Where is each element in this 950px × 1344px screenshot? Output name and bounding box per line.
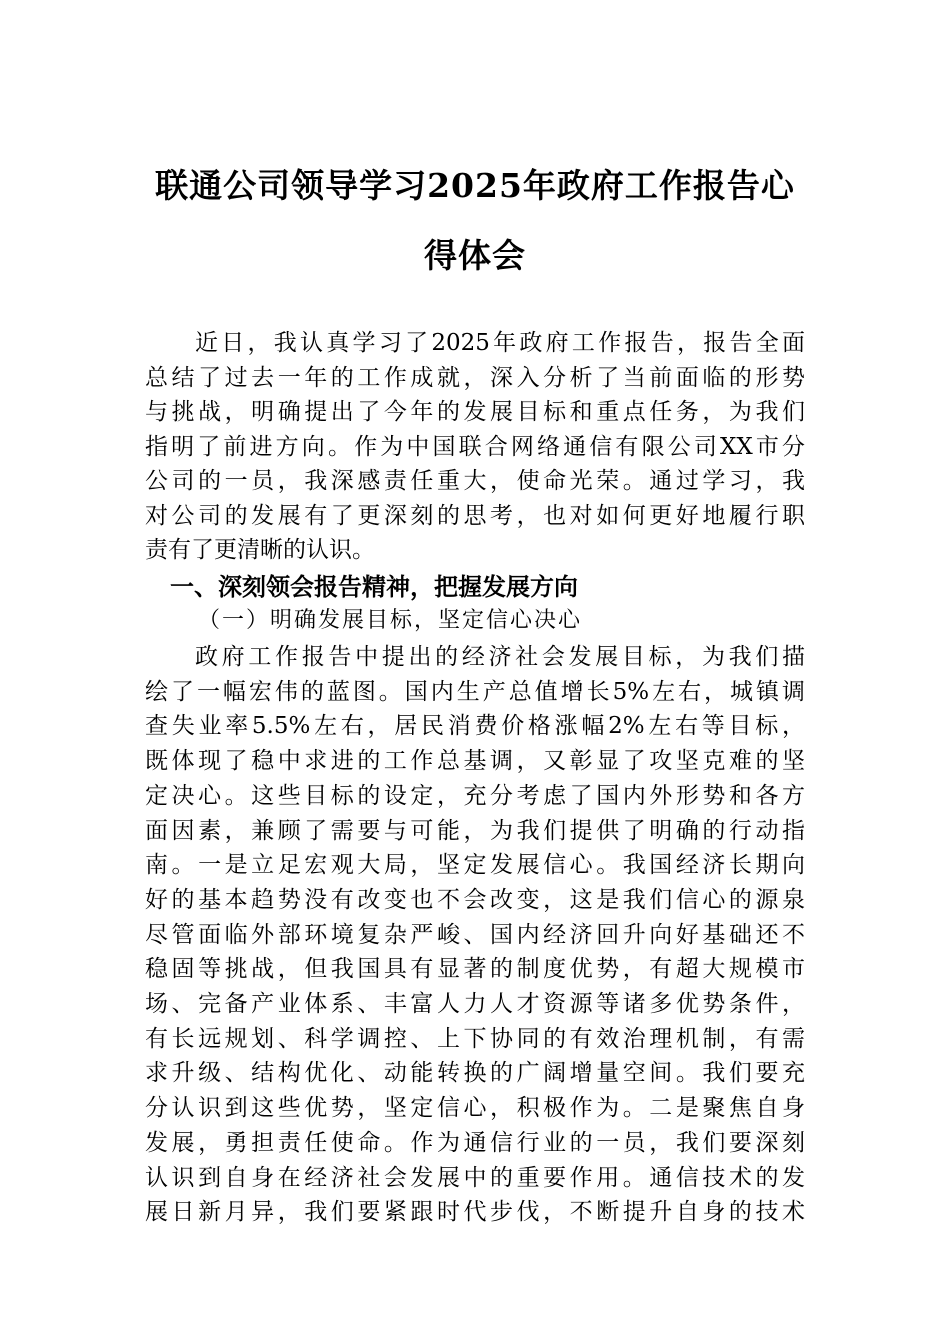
paragraph-line: 指明了前进方向。作为中国联合网络通信有限公司XX市分 <box>145 433 805 460</box>
paragraph-line: 定决心。这些目标的设定，充分考虑了国内外形势和各方 <box>145 782 805 809</box>
paragraph-line: 绘了一幅宏伟的蓝图。国内生产总值增长5%左右，城镇调 <box>145 678 805 705</box>
paragraph-line: 南。一是立足宏观大局，坚定发展信心。我国经济长期向 <box>145 852 805 879</box>
paragraph-line: 总结了过去一年的工作成就，深入分析了当前面临的形势 <box>145 364 805 391</box>
paragraph-line: 近日，我认真学习了2025年政府工作报告，报告全面 <box>195 330 805 356</box>
paragraph-line: 好的基本趋势没有改变也不会改变，这是我们信心的源泉 <box>145 886 805 913</box>
document-title-line: 得体会 <box>424 236 526 275</box>
paragraph-line: 认识到自身在经济社会发展中的重要作用。通信技术的发 <box>145 1164 805 1191</box>
paragraph-line: 与挑战，明确提出了今年的发展目标和重点任务，为我们 <box>145 399 805 425</box>
paragraph-line: 政府工作报告中提出的经济社会发展目标，为我们描 <box>195 644 805 670</box>
paragraph-line: 既体现了稳中求进的工作总基调，又彰显了攻坚克难的坚 <box>145 748 805 775</box>
paragraph-line: 展日新月异，我们要紧跟时代步伐，不断提升自身的技术 <box>145 1199 805 1226</box>
paragraph-line: 责有了更清晰的认识。 <box>145 537 375 563</box>
paragraph-line: 查失业率5.5%左右，居民消费价格涨幅2%左右等目标， <box>145 713 805 740</box>
paragraph-line: 发展，勇担责任使命。作为通信行业的一员，我们要深刻 <box>145 1129 805 1156</box>
paragraph-line: 求升级、结构优化、动能转换的广阔增量空间。我们要充 <box>145 1060 805 1087</box>
paragraph-line: 对公司的发展有了更深刻的思考，也对如何更好地履行职 <box>145 502 805 529</box>
paragraph-line: 场、完备产业体系、丰富人力人才资源等诸多优势条件， <box>145 991 805 1017</box>
paragraph-line: 公司的一员，我深感责任重大，使命光荣。通过学习，我 <box>145 468 805 494</box>
section-heading: 一、深刻领会报告精神，把握发展方向 <box>170 573 578 601</box>
paragraph-line: 有长远规划、科学调控、上下协同的有效治理机制，有需 <box>145 1025 805 1052</box>
document-title-line: 联通公司领导学习2025年政府工作报告心 <box>155 166 795 205</box>
paragraph-line: 尽管面临外部环境复杂严峻、国内经济回升向好基础还不 <box>145 921 805 948</box>
paragraph-line: 分认识到这些优势，坚定信心，积极作为。二是聚焦自身 <box>145 1095 805 1122</box>
paragraph-line: 面因素，兼顾了需要与可能，为我们提供了明确的行动指 <box>145 817 805 844</box>
paragraph-line: 稳固等挑战，但我国具有显著的制度优势，有超大规模市 <box>145 956 805 983</box>
subsection-heading: （一）明确发展目标，坚定信心决心 <box>198 608 583 633</box>
